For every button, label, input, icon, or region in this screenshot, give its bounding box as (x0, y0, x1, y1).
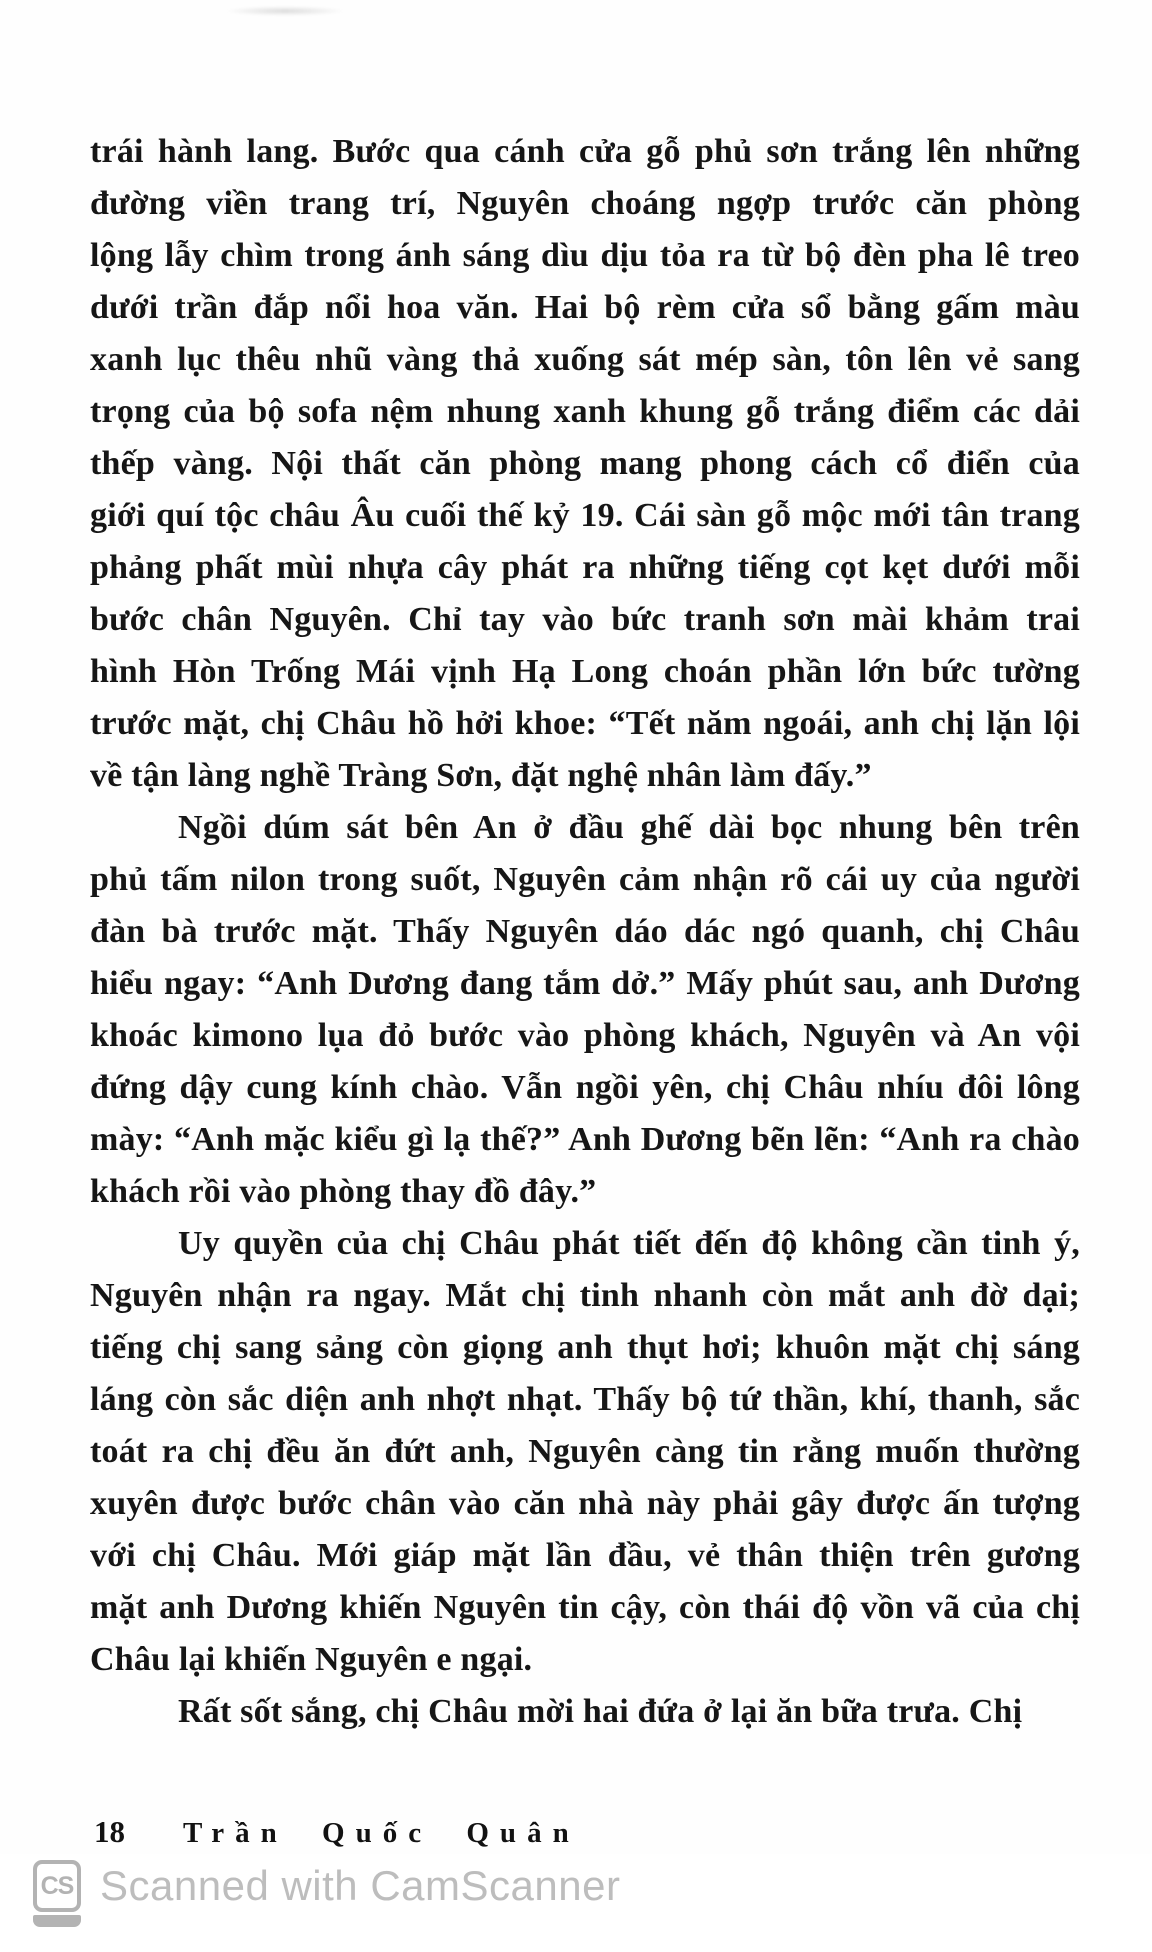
text-line: láng còn sắc diện anh nhợt nhạt. Thấy bộ tứ thần, khí, thanh, sắc (90, 1381, 1080, 1418)
text-line: tiếng chị sang sảng còn giọng anh thụt hơi; khuôn mặt chị sáng (90, 1329, 1080, 1366)
text-line: hiểu ngay: “Anh Dương đang tắm dở.” Mấy phút sau, anh Dương (90, 965, 1080, 1002)
text-line: khoác kimono lụa đỏ bước vào phòng khách, Nguyên và An vội (90, 1017, 1080, 1054)
text-line: với chị Châu. Mới giáp mặt lần đầu, vẻ thân thiện trên gương (90, 1537, 1080, 1574)
text-line: về tận làng nghề Tràng Sơn, đặt nghệ nhân làm đấy.” (90, 757, 872, 794)
text-line: hình Hòn Trống Mái vịnh Hạ Long choán phần lớn bức tường (90, 653, 1080, 690)
text-line: thếp vàng. Nội thất căn phòng mang phong cách cổ điển của (90, 445, 1080, 482)
text-line: mày: “Anh mặc kiểu gì lạ thế?” Anh Dương bẽn lẽn: “Anh ra chào (90, 1121, 1080, 1158)
text-line: Rất sốt sắng, chị Châu mời hai đứa ở lại ăn bữa trưa. Chị (178, 1693, 1023, 1730)
text-line: Uy quyền của chị Châu phát tiết đến độ không cần tinh ý, (178, 1225, 1080, 1262)
camscanner-logo-bar (33, 1915, 81, 1927)
text-line: xanh lục thêu nhũ vàng thả xuống sát mép sàn, tôn lên vẻ sang (90, 341, 1080, 378)
camscanner-cs-badge: CS (33, 1860, 81, 1912)
text-line: phủ tấm nilon trong suốt, Nguyên cảm nhận rõ cái uy của người (90, 861, 1080, 898)
text-line: đường viền trang trí, Nguyên choáng ngợp trước căn phòng (90, 185, 1080, 222)
camscanner-watermark (0, 1854, 1152, 1952)
text-line: trọng của bộ sofa nệm nhung xanh khung gỗ trắng điểm các dải (90, 393, 1080, 430)
text-line: bước chân Nguyên. Chỉ tay vào bức tranh sơn mài khảm trai (90, 601, 1080, 638)
author-name: Trần Quốc Quân (183, 1817, 580, 1849)
text-line: Ngồi dúm sát bên An ở đầu ghế dài bọc nhung bên trên (178, 809, 1080, 846)
camscanner-logo-icon (33, 1860, 81, 1928)
text-line: dưới trần đắp nổi hoa văn. Hai bộ rèm cửa sổ bằng gấm màu (90, 289, 1080, 326)
watermark-text: Scanned with CamScanner (100, 1862, 621, 1909)
body-text (90, 126, 1080, 1738)
text-line: xuyên được bước chân vào căn nhà này phải gây được ấn tượng (90, 1485, 1080, 1522)
page-footer (94, 1814, 580, 1850)
text-line: trước mặt, chị Châu hồ hởi khoe: “Tết năm ngoái, anh chị lặn lội (90, 705, 1080, 742)
text-line: Nguyên nhận ra ngay. Mắt chị tinh nhanh còn mắt anh đờ dại; (90, 1277, 1080, 1314)
text-line: đàn bà trước mặt. Thấy Nguyên dáo dác ngó quanh, chị Châu (90, 913, 1080, 950)
text-line: lộng lẫy chìm trong ánh sáng dìu dịu tỏa ra từ bộ đèn pha lê treo (90, 237, 1080, 274)
text-line: đứng dậy cung kính chào. Vẫn ngồi yên, chị Châu nhíu đôi lông (90, 1069, 1080, 1106)
page-number: 18 (94, 1814, 125, 1849)
text-line: trái hành lang. Bước qua cánh cửa gỗ phủ sơn trắng lên những (90, 133, 1080, 170)
text-line: toát ra chị đều ăn đứt anh, Nguyên càng tin rằng muốn thường (90, 1433, 1080, 1470)
text-line: phảng phất mùi nhựa cây phát ra những tiếng cọt kẹt dưới mỗi (90, 549, 1080, 586)
text-line: Châu lại khiến Nguyên e ngại. (90, 1641, 533, 1678)
scan-artifact (225, 6, 345, 16)
text-line: mặt anh Dương khiến Nguyên tin cậy, còn thái độ vồn vã của chị (90, 1589, 1080, 1626)
text-line: khách rồi vào phòng thay đồ đây.” (90, 1173, 597, 1210)
text-line: giới quí tộc châu Âu cuối thế kỷ 19. Cái sàn gỗ mộc mới tân trang (90, 497, 1080, 534)
